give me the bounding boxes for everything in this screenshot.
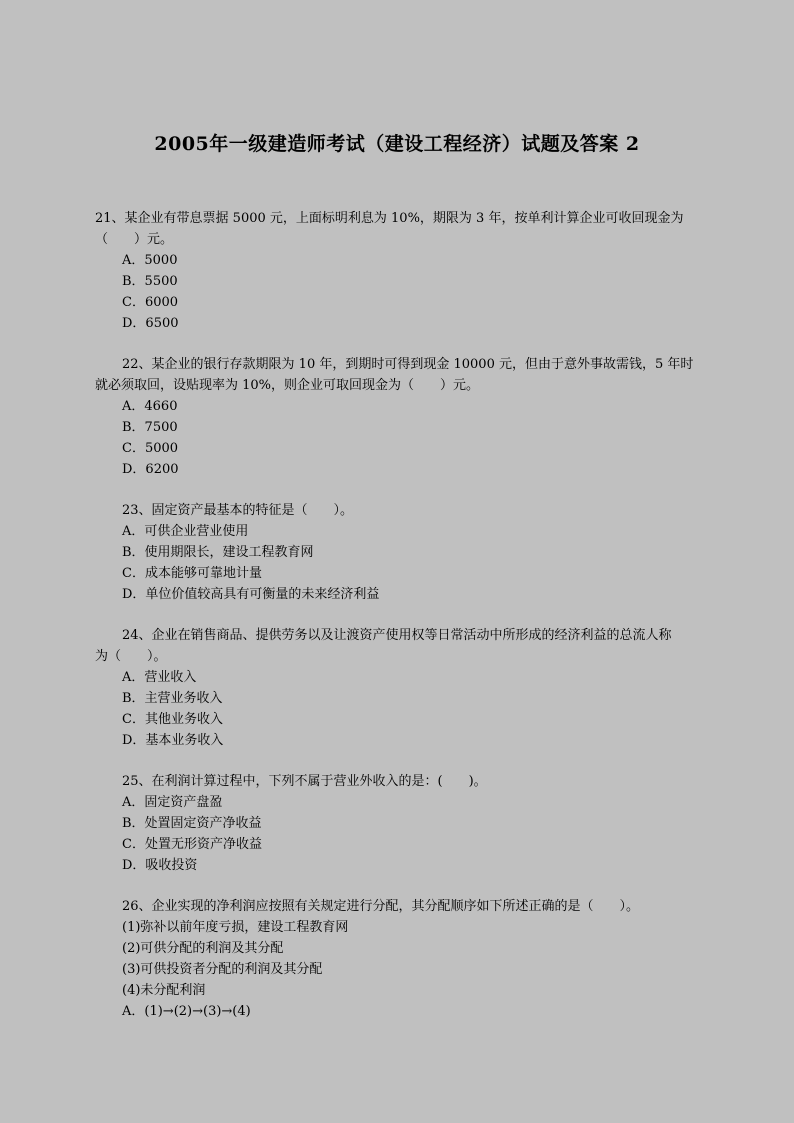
question-stem: [95, 208, 715, 250]
question-21: [95, 208, 715, 334]
question-stem-line-2: （ ）元。: [95, 232, 174, 247]
question-stem-line-1: 22、某企业的银行存款期限为 10 年，到期时可得到现金 10000 元，但由于意外事故需钱，5 年时: [122, 357, 694, 372]
option-d: D．单位价值较高具有可衡量的未来经济利益: [122, 587, 380, 602]
option-d: D．基本业务收入: [122, 733, 224, 748]
sub-item-2: (2)可供分配的利润及其分配: [122, 941, 284, 956]
option-a: A．(1)→(2)→(3)→(4): [122, 1004, 251, 1019]
option-b: B．5500: [122, 274, 178, 289]
question-stem-line-2: 就必须取回，设贴现率为 10%，则企业可取回现金为（ ）元。: [95, 378, 480, 393]
question-23: [95, 500, 715, 605]
question-stem: [95, 896, 715, 917]
sub-item-1: (1)弥补以前年度亏损，建设工程教育网: [122, 920, 349, 935]
option-d: D．6500: [122, 316, 179, 331]
option-b: B．7500: [122, 420, 178, 435]
question-stem-line-1: 26、企业实现的净利润应按照有关规定进行分配，其分配顺序如下所述正确的是（ ）。: [122, 899, 640, 914]
option-c: C．处置无形资产净收益: [122, 837, 262, 852]
option-a: A．营业收入: [122, 670, 197, 685]
option-b: B．使用期限长，建设工程教育网: [122, 545, 314, 560]
question-list: [95, 208, 715, 1042]
option-d: D．6200: [122, 462, 179, 477]
option-a: A．固定资产盘盈: [122, 795, 223, 810]
option-b: B．处置固定资产净收益: [122, 816, 262, 831]
question-stem: [95, 771, 715, 792]
question-stem: [95, 500, 715, 521]
question-24: [95, 625, 715, 751]
option-a: A．5000: [122, 253, 178, 268]
option-d: D．吸收投资: [122, 858, 198, 873]
option-c: C．成本能够可靠地计量: [122, 566, 262, 581]
option-b: B．主营业务收入: [122, 691, 223, 706]
question-stem-line-1: 25、在利润计算过程中，下列不属于营业外收入的是：( )。: [122, 774, 487, 789]
question-stem: [95, 354, 715, 396]
option-c: C．6000: [122, 295, 179, 310]
option-c: C．5000: [122, 441, 179, 456]
question-25: [95, 771, 715, 876]
question-stem-line-1: 21、某企业有带息票据 5000 元，上面标明利息为 10%，期限为 3 年，按单利计算企业可收回现金为: [95, 211, 684, 226]
sub-item-4: (4)未分配利润: [122, 983, 206, 998]
question-26: [95, 896, 715, 1022]
question-stem-line-1: 23、固定资产最基本的特征是（ ）。: [122, 503, 354, 518]
question-stem: [95, 625, 715, 667]
option-a: A．可供企业营业使用: [122, 524, 249, 539]
question-stem-line-1: 24、企业在销售商品、提供劳务以及让渡资产使用权等日常活动中所形成的经济利益的总流人称: [122, 628, 672, 643]
option-c: C．其他业务收入: [122, 712, 223, 727]
page-title: 2005年一级建造师考试（建设工程经济）试题及答案 2: [154, 133, 640, 155]
question-stem-line-2: 为（ ）。: [95, 649, 167, 664]
question-22: [95, 354, 715, 480]
sub-item-3: (3)可供投资者分配的利润及其分配: [122, 962, 323, 977]
option-a: A．4660: [122, 399, 178, 414]
